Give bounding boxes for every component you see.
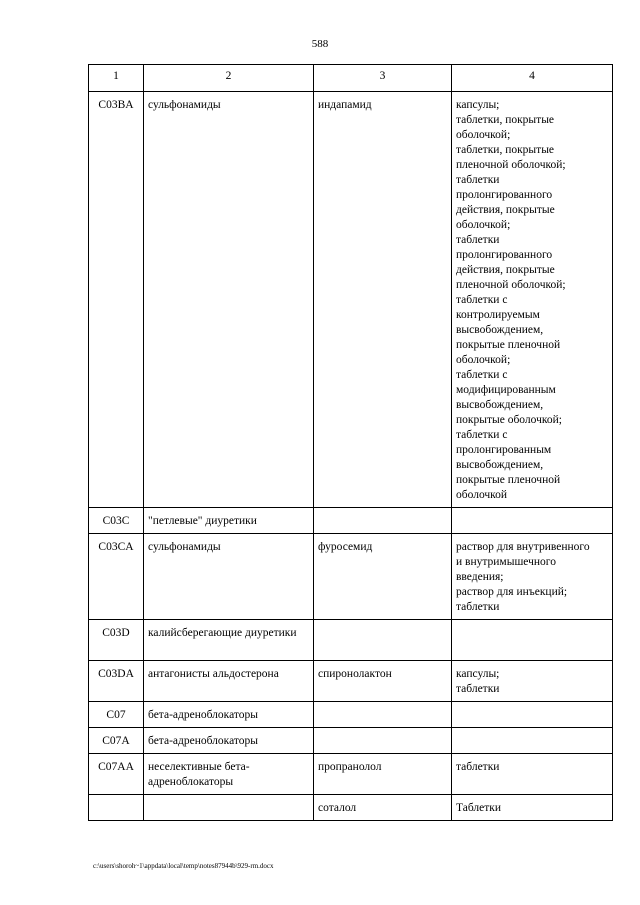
atc-code-cell: C07AA [89, 754, 144, 795]
header-cell-2: 2 [144, 65, 314, 92]
forms-cell [452, 620, 613, 661]
drug-cell [314, 508, 452, 534]
atc-code-cell: C07A [89, 728, 144, 754]
forms-cell [452, 702, 613, 728]
form-line: высвобождением, [456, 324, 544, 336]
form-line: пленочной оболочкой; [456, 159, 566, 171]
header-cell-4: 4 [452, 65, 613, 92]
forms-cell [452, 661, 613, 702]
page-number: 588 [311, 38, 329, 50]
forms-cell [452, 728, 613, 754]
form-line: Таблетки [456, 802, 502, 814]
form-line: таблетки, покрытые [456, 114, 555, 126]
group-cell: калийсберегающие диуретики [144, 620, 314, 661]
table-row [89, 534, 613, 620]
form-line: таблетки [456, 683, 500, 695]
group-cell: сульфонамиды [144, 92, 314, 508]
drug-cell [314, 728, 452, 754]
drug-cell [314, 620, 452, 661]
forms-cell [452, 92, 613, 508]
header-cell-3: 3 [314, 65, 452, 92]
form-line: оболочкой; [456, 354, 511, 366]
form-line: таблетки [456, 761, 500, 773]
form-line: покрытые пленочной [456, 339, 561, 351]
form-line: введения; [456, 571, 504, 583]
form-line: таблетки с [456, 429, 508, 441]
form-line: покрытые оболочкой; [456, 414, 562, 426]
group-cell: сульфонамиды [144, 534, 314, 620]
form-line: таблетки с [456, 294, 508, 306]
group-cell [144, 795, 314, 821]
group-cell: бета-адреноблокаторы [144, 728, 314, 754]
atc-code-cell [89, 795, 144, 821]
table-row [89, 508, 613, 534]
form-line: высвобождением, [456, 459, 544, 471]
group-cell: неселективные бета-адреноблокаторы [144, 754, 314, 795]
table-row [89, 795, 613, 821]
form-line: раствор для внутривенного [456, 541, 590, 553]
form-line: таблетки [456, 234, 500, 246]
drug-table [88, 64, 613, 821]
drug-cell: фуросемид [314, 534, 452, 620]
form-line: действия, покрытые [456, 264, 555, 276]
form-line: пролонгированного [456, 189, 553, 201]
form-line: покрытые пленочной [456, 474, 561, 486]
group-cell: "петлевые" диуретики [144, 508, 314, 534]
form-line: контролируемым [456, 309, 540, 321]
form-line: оболочкой; [456, 219, 511, 231]
form-line: модифицированным [456, 384, 556, 396]
drug-cell: спиронолактон [314, 661, 452, 702]
form-line: оболочкой [456, 489, 508, 501]
table-row [89, 92, 613, 508]
form-line: таблетки, покрытые [456, 144, 555, 156]
form-line: пролонгированного [456, 249, 553, 261]
table-header-row [89, 65, 613, 92]
form-line: капсулы; [456, 99, 500, 111]
drug-cell: индапамид [314, 92, 452, 508]
forms-cell [452, 534, 613, 620]
atc-code-cell: C03DA [89, 661, 144, 702]
atc-code-cell: C03CA [89, 534, 144, 620]
table-row [89, 728, 613, 754]
form-line: раствор для инъекций; [456, 586, 568, 598]
form-line: таблетки [456, 601, 500, 613]
form-line: пленочной оболочкой; [456, 279, 566, 291]
form-line: оболочкой; [456, 129, 511, 141]
atc-code-cell: C03D [89, 620, 144, 661]
drug-cell: пропранолол [314, 754, 452, 795]
table-row [89, 620, 613, 661]
forms-cell [452, 508, 613, 534]
table-row [89, 754, 613, 795]
form-line: и внутримышечного [456, 556, 556, 568]
atc-code-cell: C07 [89, 702, 144, 728]
file-path-footer: c:\users\shoroh~1\appdata\local\temp\notes87944b\929-rm.docx [93, 862, 274, 870]
forms-cell [452, 754, 613, 795]
form-line: пролонгированным [456, 444, 552, 456]
header-cell-1: 1 [89, 65, 144, 92]
group-cell: бета-адреноблокаторы [144, 702, 314, 728]
group-cell: антагонисты альдостерона [144, 661, 314, 702]
drug-cell [314, 702, 452, 728]
form-line: капсулы; [456, 668, 500, 680]
form-line: высвобождением, [456, 399, 544, 411]
table-row [89, 661, 613, 702]
form-line: таблетки [456, 174, 500, 186]
drug-cell: соталол [314, 795, 452, 821]
forms-cell [452, 795, 613, 821]
table-row [89, 702, 613, 728]
form-line: таблетки с [456, 369, 508, 381]
atc-code-cell: C03BA [89, 92, 144, 508]
atc-code-cell: C03C [89, 508, 144, 534]
form-line: действия, покрытые [456, 204, 555, 216]
